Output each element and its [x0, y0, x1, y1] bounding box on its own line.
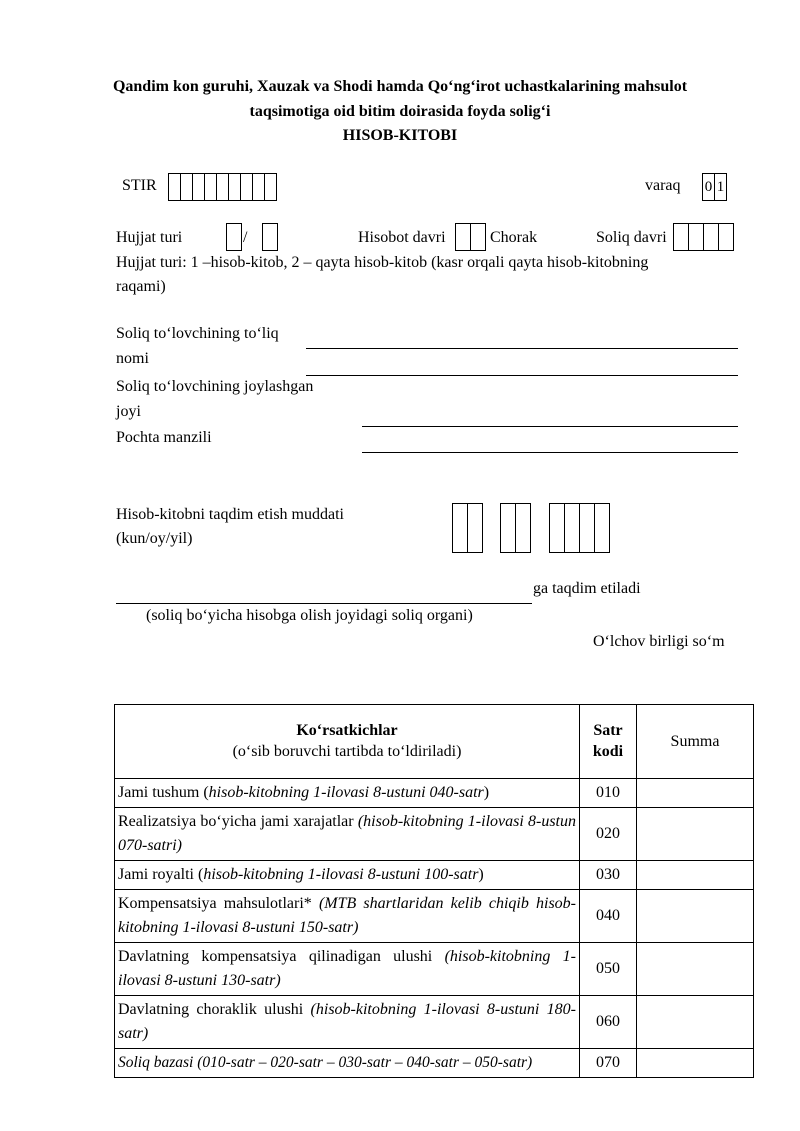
indicator-italic: Soliq bazasi (010-satr – 020-satr – 030-satr – 040-satr – 050-satr) [118, 1054, 533, 1071]
varaq-digit-cell[interactable]: 1 [714, 173, 727, 201]
code-header [580, 705, 637, 779]
row-sum-input[interactable] [637, 861, 754, 890]
soliq-davri-digit-cell[interactable] [703, 223, 719, 251]
row-sum-input[interactable] [637, 890, 754, 943]
indicator-italic: (hisob-kitobning 1-ilovasi 8-ustuni 130-satr) [118, 948, 576, 989]
chorak-label: Chorak [490, 229, 538, 246]
deadline-year-cell[interactable] [549, 503, 565, 553]
full-name-line-2[interactable] [306, 375, 738, 376]
deadline-year-cell[interactable] [579, 503, 595, 553]
indicator-plain: Jami tushum ( [118, 784, 209, 801]
sum-header: Summa [637, 705, 754, 779]
indicator-tail: ) [478, 866, 484, 883]
row-code: 060 [580, 996, 637, 1049]
form-title-line1: Qandim kon guruhi, Xauzak va Shodi hamda Qo‘ng‘irot uchastkalarining mahsulot [112, 78, 688, 95]
row-sum-input[interactable] [637, 1049, 754, 1078]
row-code: 070 [580, 1049, 637, 1078]
row-code: 030 [580, 861, 637, 890]
indicator-plain: Davlatning choraklik ulushi [118, 1001, 311, 1018]
postal-line[interactable] [362, 452, 738, 453]
postal-label: Pochta manzili [116, 429, 212, 446]
row-sum-input[interactable] [637, 779, 754, 808]
location-label-l2: joyi [116, 403, 141, 420]
indicator-italic: (hisob-kitobning 1-ilovasi 8-ustuni 180-satr) [118, 1001, 576, 1042]
unit-label: O‘lchov birligi so‘m [593, 633, 725, 650]
tax-organ-caption: (soliq bo‘yicha hisobga olish joyidagi soliq organi) [146, 607, 473, 624]
deadline-year-cell[interactable] [594, 503, 610, 553]
hujjat-turi-separator: / [243, 229, 248, 246]
indicator-header-subtitle: (o‘sib boruvchi tartibda to‘ldiriladi) [232, 743, 462, 760]
indicators-table [114, 704, 754, 1078]
table-row [115, 779, 754, 808]
row-code: 040 [580, 890, 637, 943]
deadline-label-l1: Hisob-kitobni taqdim etish muddati [116, 506, 344, 523]
hisobot-davri-label: Hisobot davri [358, 229, 446, 246]
full-name-label-l2: nomi [116, 350, 149, 367]
hujjat-turi-digit-cell[interactable] [262, 223, 278, 251]
deadline-label-l2: (kun/oy/yil) [116, 530, 193, 547]
indicator-tail: ) [483, 784, 490, 801]
row-code: 010 [580, 779, 637, 808]
indicator-header-title: Ko‘rsatkichlar [296, 722, 398, 739]
soliq-davri-label: Soliq davri [596, 229, 667, 246]
hisobot-davri-digit-cell[interactable] [455, 223, 471, 251]
table-row [115, 808, 754, 861]
table-header-row [115, 705, 754, 779]
location-label-l1: Soliq to‘lovchining joylashgan [116, 378, 314, 395]
indicator-cell [115, 996, 580, 1049]
table-row [115, 890, 754, 943]
deadline-day-cell[interactable] [467, 503, 483, 553]
indicator-plain: Realizatsiya bo‘yicha jami xarajatlar [118, 813, 358, 830]
code-header-l2: kodi [592, 743, 624, 760]
submitted-to-label: ga taqdim etiladi [533, 580, 641, 597]
full-name-line-1[interactable] [306, 348, 738, 349]
soliq-davri-digit-cell[interactable] [673, 223, 689, 251]
soliq-davri-digit-cell[interactable] [688, 223, 704, 251]
indicator-cell [115, 890, 580, 943]
indicator-italic: hisob-kitobning 1-ilovasi 8-ustuni 100-satr [203, 866, 479, 883]
indicator-cell [115, 861, 580, 890]
varaq-digit-cell[interactable]: 0 [702, 173, 715, 201]
indicator-plain: Kompensatsiya mahsulotlari* [118, 895, 319, 912]
full-name-label-l1: Soliq to‘lovchining to‘liq [116, 325, 279, 342]
row-sum-input[interactable] [637, 808, 754, 861]
indicator-header [115, 705, 580, 779]
hujjat-turi-cell-2[interactable] [262, 223, 277, 251]
table-row [115, 996, 754, 1049]
deadline-year-cells[interactable] [549, 503, 609, 553]
table-row [115, 1049, 754, 1078]
indicator-plain: Jami royalti ( [118, 866, 204, 883]
soliq-davri-digit-cell[interactable] [718, 223, 734, 251]
code-header-l1: Satr [593, 722, 623, 739]
varaq-label: varaq [645, 177, 681, 194]
hujjat-note-line2: raqami) [116, 278, 166, 295]
deadline-day-cell[interactable] [452, 503, 468, 553]
hujjat-turi-digit-cell[interactable] [226, 223, 242, 251]
indicator-cell [115, 808, 580, 861]
row-code: 050 [580, 943, 637, 996]
hisobot-davri-cells[interactable] [455, 223, 485, 251]
table-row [115, 861, 754, 890]
form-title-line2: taqsimotiga oid bitim doirasida foyda solig‘i [249, 103, 551, 120]
indicator-italic: (MTB shartlaridan kelib chiqib hisob-kitobning 1-ilovasi 8-ustuni 150-satr) [118, 895, 576, 936]
row-code: 020 [580, 808, 637, 861]
deadline-month-cells[interactable] [500, 503, 530, 553]
table-row [115, 943, 754, 996]
indicator-plain: Davlatning kompensatsiya qilinadigan ulushi [118, 948, 445, 965]
stir-digit-cell[interactable] [264, 173, 277, 201]
hisobot-davri-digit-cell[interactable] [470, 223, 486, 251]
location-line[interactable] [362, 426, 738, 427]
deadline-month-cell[interactable] [500, 503, 516, 553]
stir-cells[interactable] [168, 173, 276, 201]
indicator-cell [115, 943, 580, 996]
indicator-italic: (hisob-kitobning 1-ilovasi 8-ustun 070-satri) [118, 813, 576, 854]
indicator-italic: hisob-kitobning 1-ilovasi 8-ustuni 040-satr [208, 784, 484, 801]
deadline-day-cells[interactable] [452, 503, 482, 553]
indicator-cell [115, 779, 580, 808]
indicator-cell [115, 1049, 580, 1078]
form-title-line3: HISOB-KITOBI [342, 127, 458, 144]
hujjat-turi-label: Hujjat turi [116, 229, 183, 246]
stir-label: STIR [122, 177, 157, 194]
deadline-year-cell[interactable] [564, 503, 580, 553]
hujjat-turi-cell-1[interactable] [226, 223, 241, 251]
row-sum-input[interactable] [637, 996, 754, 1049]
varaq-cells[interactable] [702, 173, 726, 201]
row-sum-input[interactable] [637, 943, 754, 996]
soliq-davri-cells[interactable] [673, 223, 733, 251]
deadline-month-cell[interactable] [515, 503, 531, 553]
hujjat-note-line1: Hujjat turi: 1 –hisob-kitob, 2 – qayta hisob-kitob (kasr orqali qayta hisob-kitobning [116, 254, 649, 271]
tax-organ-line[interactable] [116, 603, 532, 604]
